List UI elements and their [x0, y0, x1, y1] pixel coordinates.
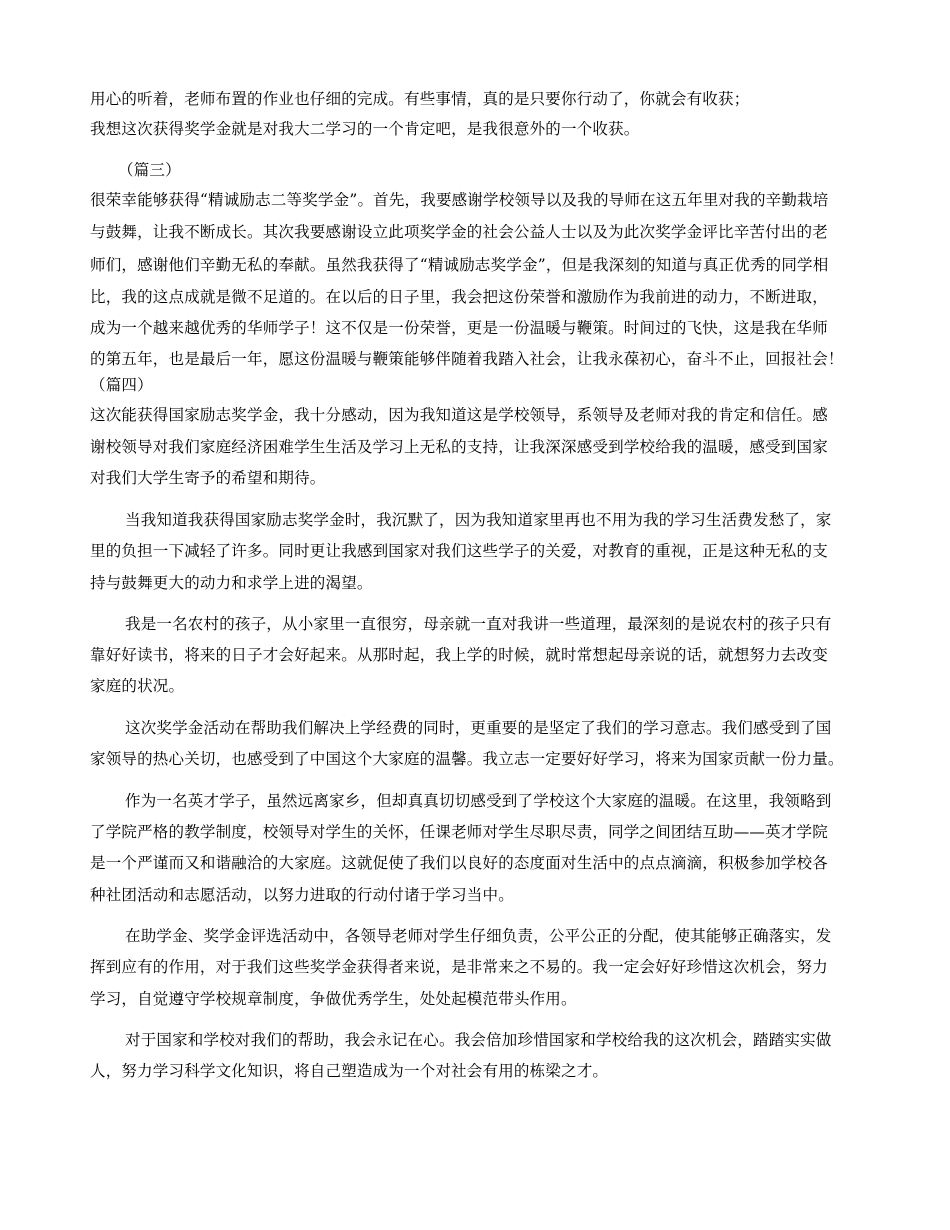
text-line: 这次奖学金活动在帮助我们解决上学经费的同时，更重要的是坚定了我们的学习意志。我们感受到了国 — [125, 719, 832, 737]
text-line: 很荣幸能够获得“精诚励志二等奖学金”。首先，我要感谢学校领导以及我的导师在这五年里对我的辛勤栽培 — [90, 191, 829, 209]
text-line: 我想这次获得奖学金就是对我大二学习的一个肯定吧，是我很意外的一个收获。 — [90, 120, 640, 138]
text-line: 了学院严格的教学制度，校领导对学生的关怀，任课老师对学生尽职尽责，同学之间团结互助——英才学院 — [90, 823, 828, 841]
text-line: 师们，感谢他们辛勤无私的奉献。虽然我获得了“精诚励志奖学金”，但是我深刻的知道与真正优秀的同学相 — [90, 256, 829, 274]
text-line: 对于国家和学校对我们的帮助，我会永记在心。我会倍加珍惜国家和学校给我的这次机会，踏踏实实做 — [125, 1031, 832, 1049]
section-heading: （篇四） — [90, 376, 153, 394]
text-line: 家领导的热心关切，也感受到了中国这个大家庭的温馨。我立志一定要好好学习，将来为国家贡献一份力量。 — [90, 750, 844, 768]
text-line: 靠好好读书，将来的日子才会好起来。从那时起，我上学的时候，就时常想起母亲说的话，就想努力去改变 — [90, 646, 828, 664]
section-heading: （篇三） — [118, 161, 181, 179]
text-line: 作为一名英才学子，虽然远离家乡，但却真真切切感受到了学校这个大家庭的温暖。在这里，我领略到 — [125, 792, 832, 810]
text-line: 里的负担一下减轻了许多。同时更让我感到国家对我们这些学子的关爱，对教育的重视，正是这种无私的支 — [90, 542, 828, 560]
text-line: 种社团活动和志愿活动，以努力进取的行动付诸于学习当中。 — [90, 886, 514, 904]
text-line: 成为一个越来越优秀的华师学子！这不仅是一份荣誉，更是一份温暖与鞭策。时间过的飞快，这是我在华师 — [90, 319, 828, 337]
text-line: 在助学金、奖学金评选活动中，各领导老师对学生仔细负责，公平公正的分配，使其能够正确落实，发 — [125, 927, 832, 945]
text-line: 用心的听着，老师布置的作业也仔细的完成。有些事情，真的是只要你行动了，你就会有收获； — [90, 90, 750, 108]
text-line: 谢校领导对我们家庭经济困难学生生活及学习上无私的支持，让我深深感受到学校给我的温暖，感受到国家 — [90, 438, 828, 456]
text-line: 我是一名农村的孩子，从小家里一直很穷，母亲就一直对我讲一些道理，最深刻的是说农村的孩子只有 — [125, 615, 832, 633]
text-line: 持与鼓舞更大的动力和求学上进的渴望。 — [90, 574, 373, 592]
text-line: 学习，自觉遵守学校规章制度，争做优秀学生，处处起模范带头作用。 — [90, 990, 577, 1008]
text-line: 是一个严谨而又和谐融洽的大家庭。这就促使了我们以良好的态度面对生活中的点点滴滴，积极参加学校各 — [90, 854, 828, 872]
text-line: 对我们大学生寄予的希望和期待。 — [90, 469, 326, 487]
text-line: 这次能获得国家励志奖学金，我十分感动，因为我知道这是学校领导，系领导及老师对我的肯定和信任。感 — [90, 406, 828, 424]
text-line: 家庭的状况。 — [90, 677, 185, 695]
text-line: 当我知道我获得国家励志奖学金时，我沉默了，因为我知道家里再也不用为我的学习生活费发愁了，家 — [125, 511, 832, 529]
text-line: 挥到应有的作用，对于我们这些奖学金获得者来说，是非常来之不易的。我一定会好好珍惜这次机会，努力 — [90, 958, 828, 976]
text-line: 人，努力学习科学文化知识，将自己塑造成为一个对社会有用的栋梁之才。 — [90, 1062, 609, 1080]
text-line: 比，我的这点成就是微不足道的。在以后的日子里，我会把这份荣誉和激励作为我前进的动力，不断进取， — [90, 288, 828, 306]
text-line: 与鼓舞，让我不断成长。其次我要感谢设立此项奖学金的社会公益人士以及为此次奖学金评比辛苦付出的老 — [90, 223, 828, 241]
text-line: 的第五年，也是最后一年，愿这份温暖与鞭策能够伴随着我踏入社会，让我永葆初心，奋斗不止，回报社会！ — [90, 350, 844, 368]
